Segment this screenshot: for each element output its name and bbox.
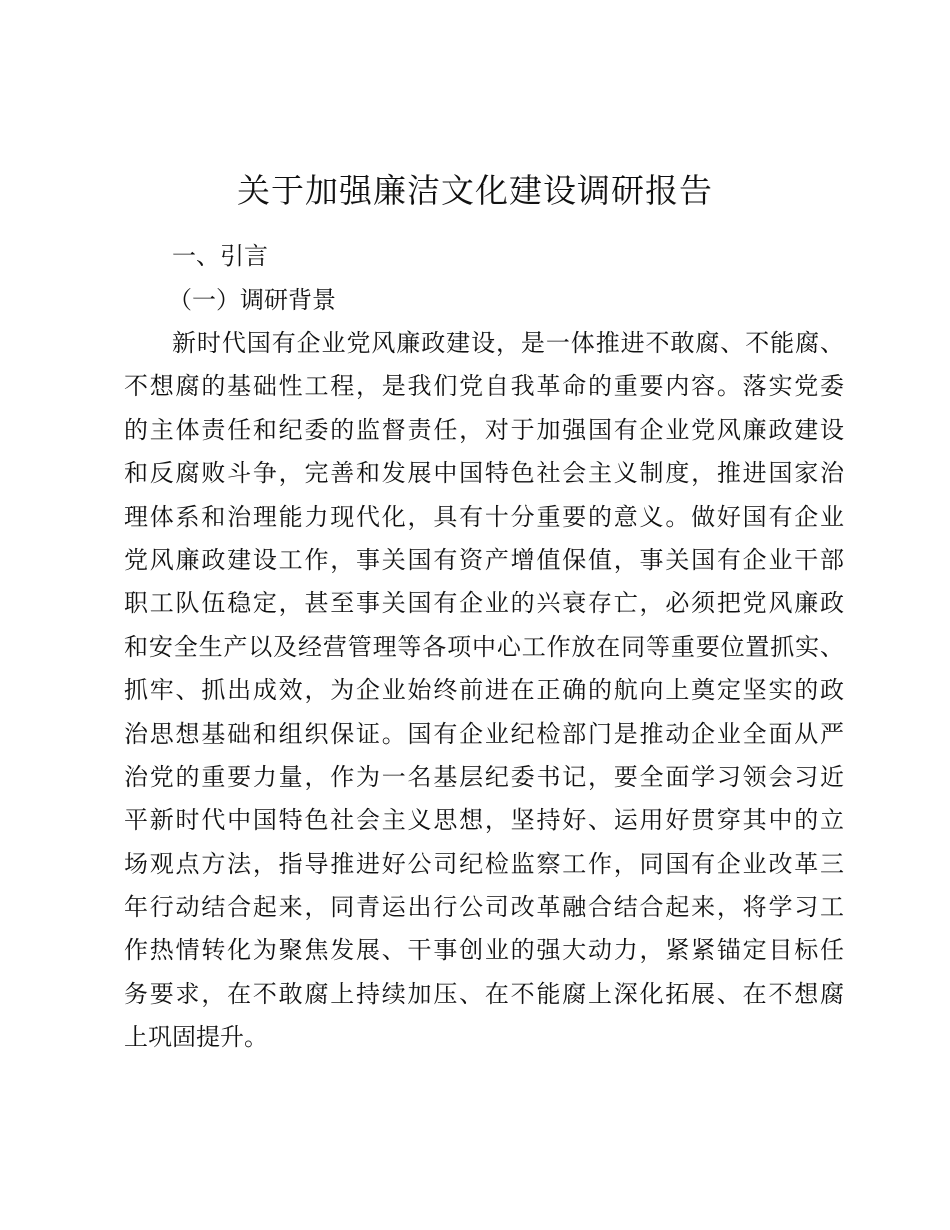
paragraph-line: 党风廉政建设工作，事关国有资产增值保值，事关国有企业干部 [124,545,844,574]
paragraph-line: 和安全生产以及经营管理等各项中心工作放在同等重要位置抓实、 [124,632,844,661]
paragraph-line: 治党的重要力量，作为一名基层纪委书记，要全面学习领会习近 [124,762,844,791]
paragraph-line: 新时代国有企业党风廉政建设，是一体推进不敢腐、不能腐、 [172,329,844,357]
paragraph-line: 和反腐败斗争，完善和发展中国特色社会主义制度，推进国家治 [124,459,844,488]
paragraph-line: 务要求，在不敢腐上持续加压、在不能腐上深化拓展、在不想腐 [124,979,844,1008]
paragraph-line: 不想腐的基础性工程，是我们党自我革命的重要内容。落实党委 [124,372,844,401]
paragraph-line: 上巩固提升。 [124,1023,268,1052]
paragraph-line: 抓牢、抓出成效，为企业始终前进在正确的航向上奠定坚实的政 [124,676,844,705]
paragraph-line: 平新时代中国特色社会主义思想，坚持好、运用好贯穿其中的立 [124,806,844,835]
paragraph-line: 场观点方法，指导推进好公司纪检监察工作，同国有企业改革三 [124,849,844,878]
report-title: 关于加强廉洁文化建设调研报告 [237,171,713,210]
section-heading: 一、引言 [172,242,268,270]
paragraph-line: 职工队伍稳定，甚至事关国有企业的兴衰存亡，必须把党风廉政 [124,589,844,618]
paragraph-line: 理体系和治理能力现代化，具有十分重要的意义。做好国有企业 [124,502,844,531]
paragraph-line: 治思想基础和组织保证。国有企业纪检部门是推动企业全面从严 [124,719,844,748]
paragraph-line: 年行动结合起来，同青运出行公司改革融合结合起来，将学习工 [124,893,844,922]
paragraph-line: 作热情转化为聚焦发展、干事创业的强大动力，紧紧锚定目标任 [124,936,844,965]
subsection-heading: （一）调研背景 [168,286,336,314]
paragraph-line: 的主体责任和纪委的监督责任，对于加强国有企业党风廉政建设 [124,415,844,444]
background-paragraph [124,322,844,1060]
